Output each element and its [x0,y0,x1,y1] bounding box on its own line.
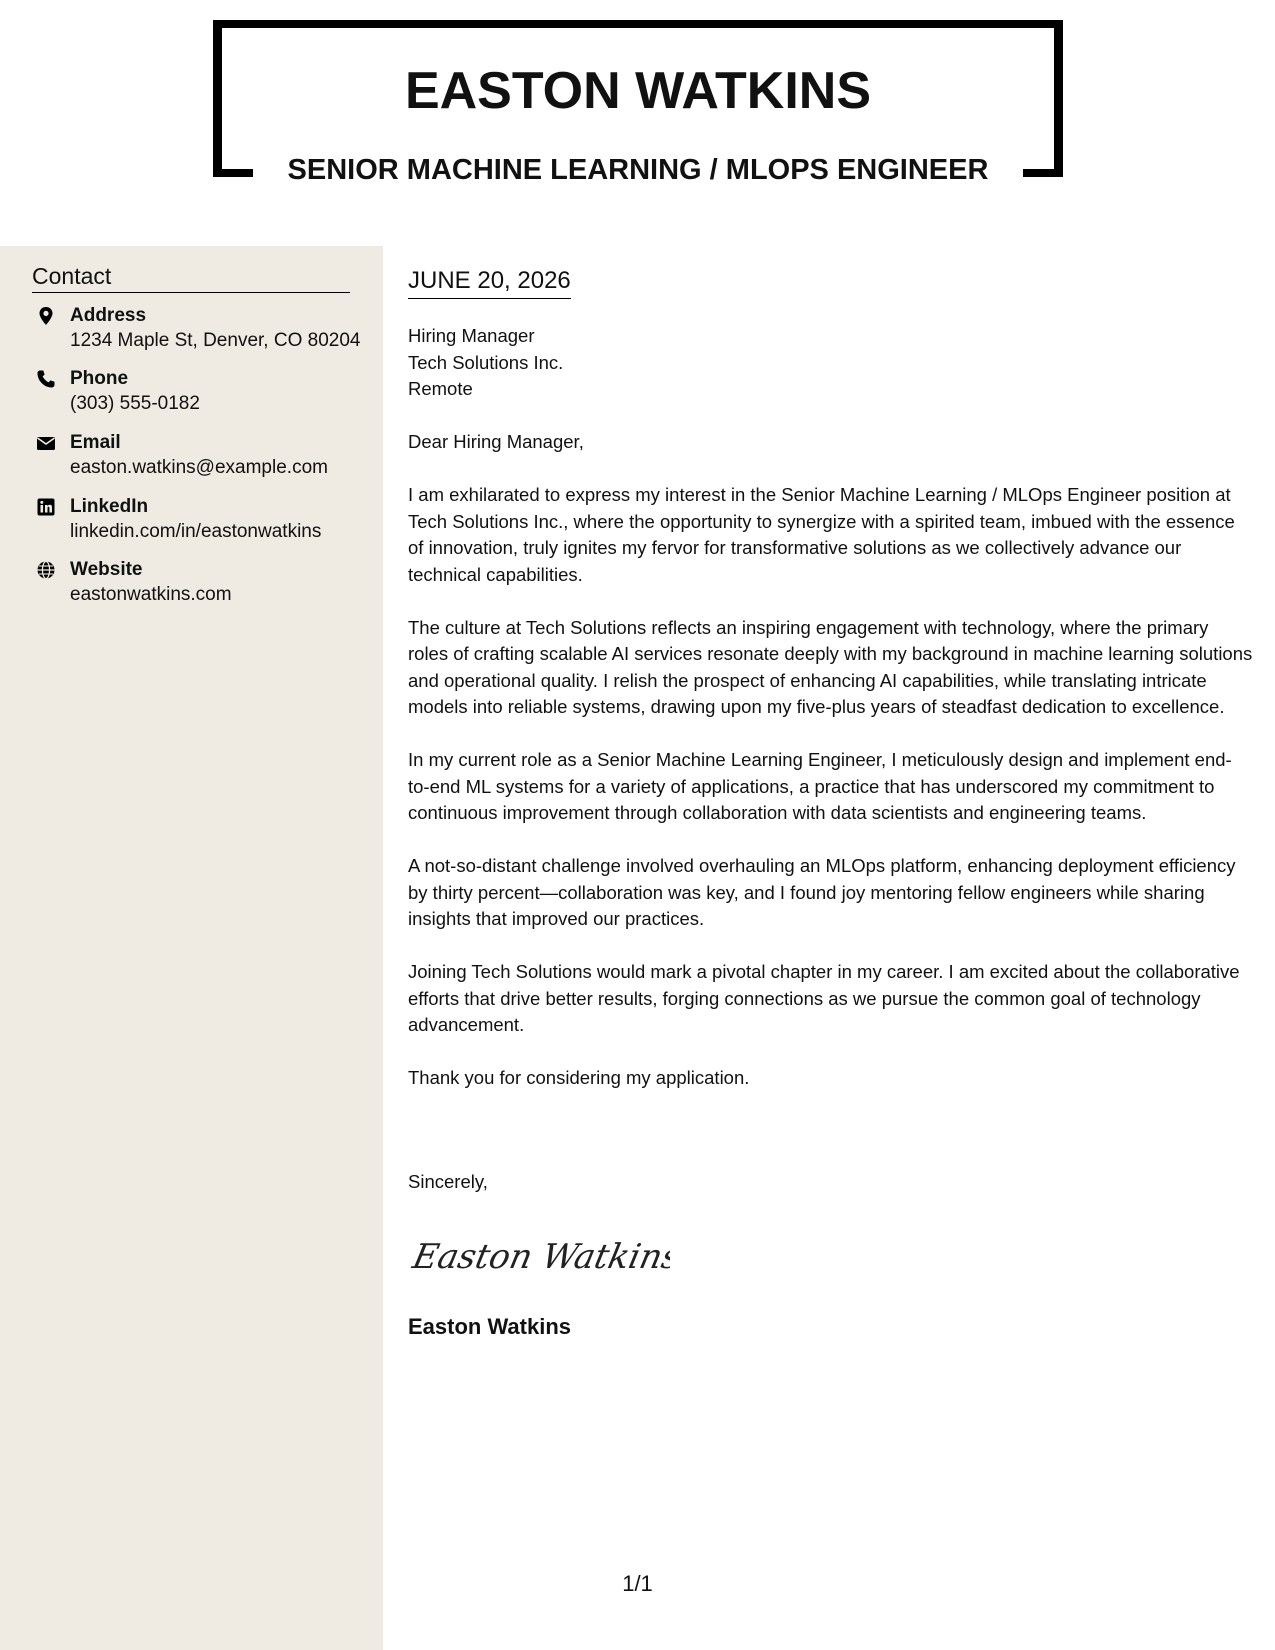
paragraph: A not-so-distant challenge involved overhauling an MLOps platform, enhancing deployment efficiency by thirty percent—collaboration was key, and I found joy mentoring fellow engineers while sharing insights that improved our practices. [408,855,1236,929]
linkedin-icon [36,497,56,517]
contact-heading: Contact [32,262,350,293]
signature-text: Easton Watkins [410,1237,670,1277]
frame-left-bar [213,20,222,177]
recipient-line: Remote [408,378,473,399]
paragraph: In my current role as a Senior Machine Learning Engineer, I meticulously design and implement end-to-end ML systems for a variety of applications, a practice that has underscored my commitment to continuous improvement through collaboration with data scientists and engineering teams. [408,749,1232,823]
handwritten-signature [410,1226,670,1286]
recipient-block [408,323,563,403]
contact-value: easton.watkins@example.com [70,457,328,478]
envelope-icon [36,433,56,453]
contact-label: Email [70,432,121,453]
contact-value: linkedin.com/in/eastonwatkins [70,521,322,542]
greeting: Dear Hiring Manager, [408,431,584,452]
contact-label: Address [70,305,147,326]
contact-label: Phone [70,368,129,389]
map-pin-icon [36,306,56,326]
globe-icon [36,560,56,580]
paragraph: Thank you for considering my application. [408,1067,750,1088]
closing: Sincerely, [408,1171,488,1192]
frame-right-bar [1054,20,1063,177]
job-title: SENIOR MACHINE LEARNING / MLOPS ENGINEER [287,154,989,186]
contact-value: 1234 Maple St, Denver, CO 80204 [70,330,361,351]
phone-icon [36,369,56,389]
paragraph: I am exhilarated to express my interest in the Senior Machine Learning / MLOps Engineer position at Tech Solutions Inc., where the opportunity to synergize with a spirited team, imbued with the essence of innovation, truly ignites my fervor for transformative solutions as we collectively advance our technical capabilities. [408,484,1235,585]
paragraph: Joining Tech Solutions would mark a pivotal chapter in my career. I am excited about the collaborative efforts that drive better results, forging connections as we pursue the common goal of technology advancement. [408,961,1240,1035]
applicant-name: EASTON WATKINS [404,62,872,120]
recipient-line: Hiring Manager [408,325,535,346]
page-number: 1/1 [622,1571,653,1596]
frame-top-bar [213,20,1063,28]
letter-date: JUNE 20, 2026 [408,266,571,299]
paragraph: The culture at Tech Solutions reflects an inspiring engagement with technology, where the primary roles of crafting scalable AI services resonate deeply with my background in machine learning solutions and operational quality. I relish the prospect of enhancing AI capabilities, while translating intricate models into reliable systems, drawing upon my five-plus years of steadfast dedication to excellence. [408,616,1253,717]
recipient-line: Tech Solutions Inc. [408,351,564,373]
letter-body [408,429,1253,1118]
signer-name: Easton Watkins [408,1314,571,1339]
contact-value: (303) 555-0182 [70,393,200,414]
contact-value: eastonwatkins.com [70,584,232,605]
contact-label: Website [70,559,143,580]
contact-label: LinkedIn [70,496,149,517]
